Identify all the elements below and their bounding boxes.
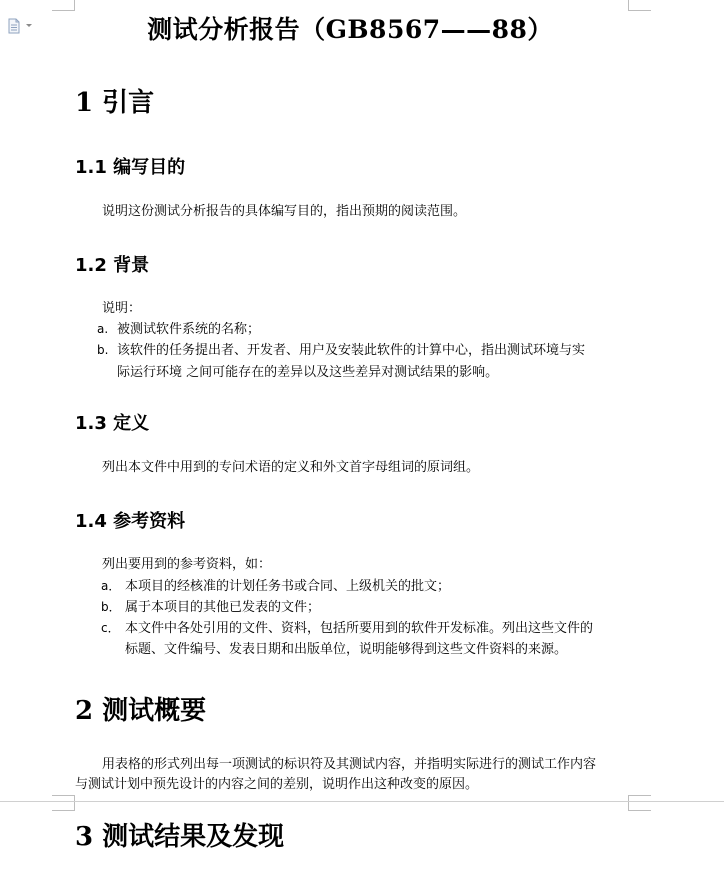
paragraph: 说明这份测试分析报告的具体编写目的，指出预期的阅读范围。: [102, 204, 467, 219]
list-text-continuation: 际运行环境 之间可能存在的差异以及这些差异对测试结果的影响。: [117, 365, 499, 380]
list-text: 属于本项目的其他已发表的文件；: [125, 600, 321, 615]
heading-1-2: 1.2 背景: [75, 255, 150, 276]
list-text-continuation: 标题、文件编号、发表日期和出版单位，说明能够得到这些文件资料的来源。: [125, 642, 568, 657]
list-marker: c．: [101, 621, 120, 635]
document-title: 测试分析报告（GB8567——88）: [147, 15, 553, 44]
list-text: 被测试软件系统的名称；: [117, 322, 261, 337]
list-text: 该软件的任务提出者、开发者、用户及安装此软件的计算中心，指出测试环境与实: [117, 343, 586, 358]
list-marker: a．: [101, 579, 121, 593]
paragraph: 列出本文件中用到的专问术语的定义和外文首字母组词的原词组。: [102, 460, 480, 475]
heading-1-1: 1.1 编写目的: [75, 157, 186, 178]
heading-1-3: 1.3 定义: [75, 413, 150, 434]
page-corner-mark: [52, 802, 75, 811]
paragraph-line: 与测试计划中预先设计的内容之间的差别，说明作出这种改变的原因。: [75, 777, 479, 792]
list-marker: b.: [97, 343, 109, 357]
heading-2: 2 测试概要: [75, 696, 207, 726]
heading-1-4: 1.4 参考资料: [75, 511, 186, 532]
list-item: [97, 340, 585, 361]
list-item: [101, 618, 593, 639]
page-corner-mark: [628, 802, 651, 811]
page-break: [0, 801, 724, 802]
list-item: [101, 576, 450, 597]
list-marker: a.: [97, 322, 109, 336]
list-text: 本文件中各处引用的文件、资料，包括所要用到的软件开发标准。列出这些文件的: [125, 621, 594, 636]
paragraph: 列出要用到的参考资料，如：: [102, 557, 272, 572]
paragraph-line: 用表格的形式列出每一项测试的标识符及其测试内容，并指明实际进行的测试工作内容: [102, 757, 597, 772]
list-item: [97, 319, 260, 340]
list-marker: b．: [101, 600, 121, 614]
heading-3: 3 测试结果及发现: [75, 822, 285, 852]
list-item: [101, 597, 320, 618]
paragraph: 说明：: [102, 301, 142, 316]
heading-1: 1 引言: [75, 88, 155, 118]
list-text: 本项目的经核准的计划任务书或合同、上级机关的批文；: [125, 579, 451, 594]
